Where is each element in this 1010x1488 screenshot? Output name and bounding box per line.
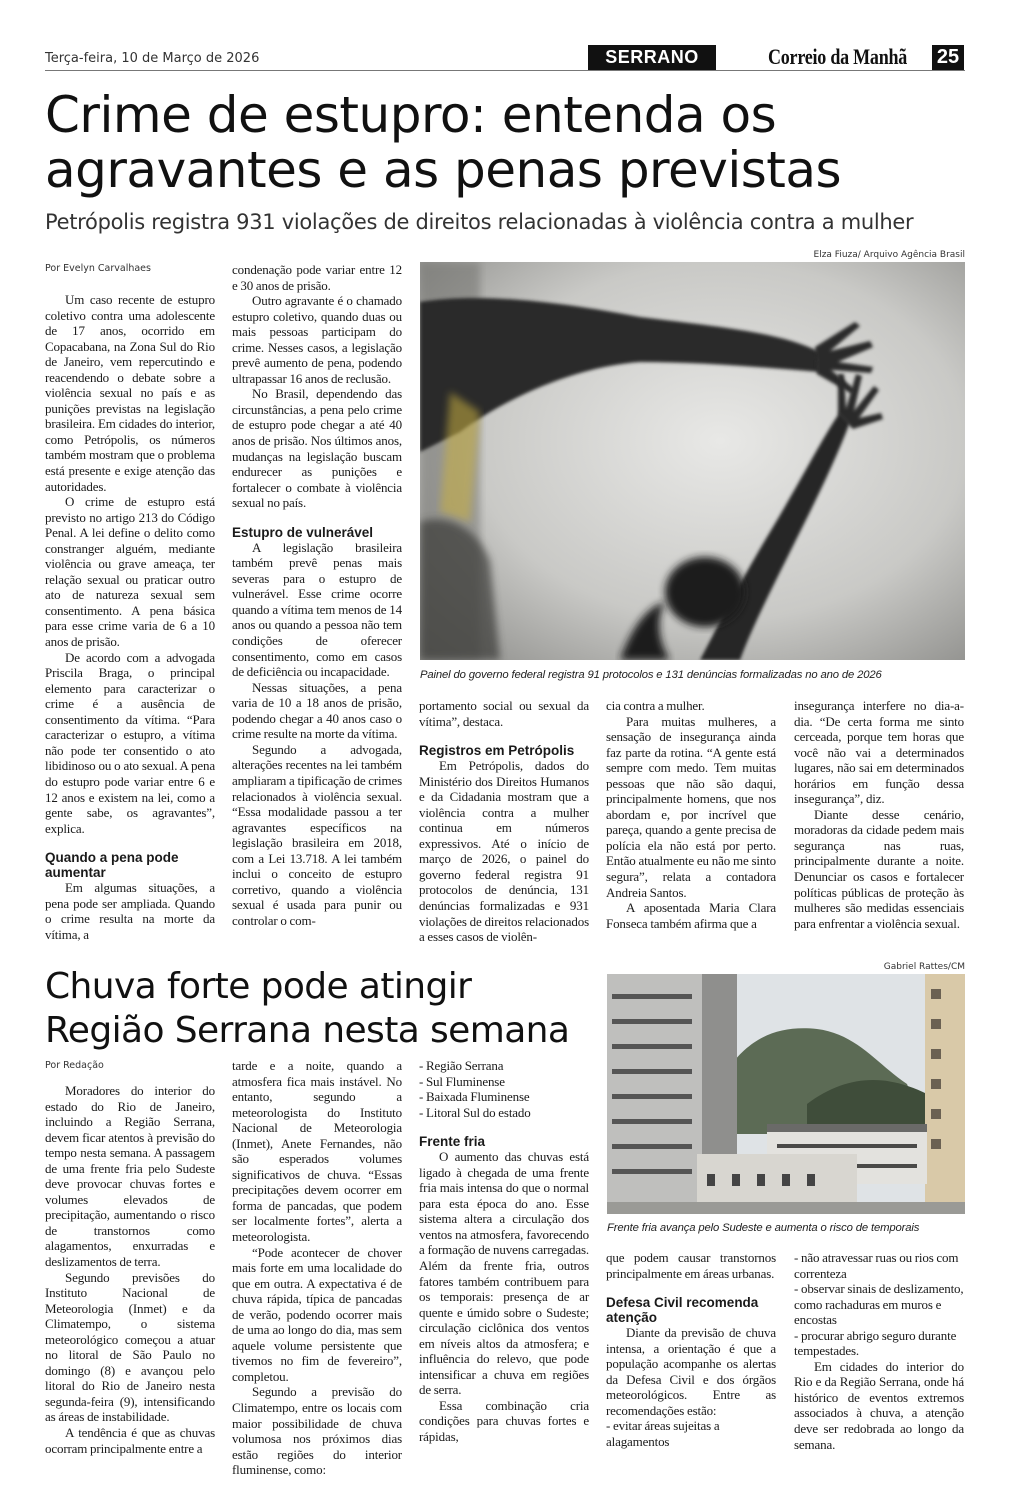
article1-column-4: [606, 698, 776, 931]
article1-photo: [420, 262, 965, 660]
header-rule: [45, 70, 965, 71]
paragraph: Segundo a advogada, alterações recentes na lei também ampliaram a tipificação de crimes relacionados à violência sexual. “Essa modalidade passou a ter agravantes específicos na legislação brasileira em 2018, com a Lei 13.718. A lei também inclui o conceito de estupro corretivo, quando a violência sexual é usada para punir ou controlar o com-: [232, 741, 402, 928]
article2-byline: Por Redação: [45, 1060, 104, 1071]
paragraph: tarde e a noite, quando a atmosfera fica mais instável. No entanto, segundo a meteorologista do Instituto Nacional de Meteorologia (Inmet), Anete Fernandes, não são esperados volumes significativos de chuva. “Essas precipitações devem ocorrer em forma de pancadas, que podem ser localmente fortes”, alerta a meteorologista.: [232, 1058, 402, 1245]
paragraph: condenação pode variar entre 12 e 30 anos de prisão.: [232, 262, 402, 293]
list-item: - Região Serrana: [419, 1058, 504, 1073]
article2-column-1: [45, 1083, 215, 1456]
article1-caption: Painel do governo federal registra 91 protocolos e 131 denúncias formalizadas no ano de 2026: [420, 669, 882, 681]
city-hill-photo: [607, 974, 965, 1214]
paragraph: Segundo previsões do Instituto Nacional de Meteorologia (Inmet) e da Climatempo, o sistema meteorológico começou a atuar no litoral de São Paulo no domingo (8) e avançou pelo litoral do Rio de Janeiro nesta segunda-feira (9), intensificando as áreas de instabilidade.: [45, 1269, 215, 1425]
newspaper-logo: Correio da Manhã: [768, 44, 908, 69]
paragraph: A legislação brasileira também prevê penas mais severas para o estupro de vulnerável. Esse crime ocorre quando a vítima tem menos de 14 anos ou quando a pessoa não tem condições de oferecer consentimento, como em casos de deficiência ou incapacidade.: [232, 539, 402, 680]
paragraph: A aposentada Maria Clara Fonseca também afirma que a: [606, 900, 776, 931]
paragraph: que podem causar transtornos principalmente em áreas urbanas.: [606, 1250, 776, 1281]
article2-column-2: [232, 1058, 402, 1478]
paragraph: De acordo com a advogada Priscila Braga, o principal elemento para caracterizar o crime é a ausência de consentimento da vítima. “Para caracterizar o estupro, a vítima não pode ter consentido o ato libidinoso ou o ato sexual. A pena do estupro pode variar entre 6 e 12 anos e existem na lei, como a gente sabe, os agravantes”, explica.: [45, 649, 215, 836]
subheading: Registros em Petrópolis: [419, 743, 575, 759]
article1-column-1: [45, 292, 215, 942]
silhouette-photo: [420, 262, 965, 660]
paragraph: Nessas situações, a pena varia de 10 a 18 anos de prisão, podendo chegar a 40 anos caso o crime resulte na morte da vítima.: [232, 679, 402, 742]
article1-column-5: [794, 698, 964, 931]
subheading: Defesa Civil recomenda atenção: [606, 1295, 759, 1326]
list-item: - evitar áreas sujeitas a alagamentos: [606, 1418, 720, 1449]
page-number: 25: [932, 45, 964, 70]
paragraph: Essa combinação cria condições para chuvas fortes e rápidas,: [419, 1397, 589, 1445]
article1-photo-credit: Elza Fiuza/ Arquivo Agência Brasil: [813, 250, 965, 260]
headline-line: agravantes e as penas previstas: [45, 141, 842, 199]
paragraph: Diante da previsão de chuva intensa, a orientação é que a população acompanhe os alertas da Defesa Civil e dos órgãos meteorológicos. Entre as recomendações estão:: [606, 1325, 776, 1418]
article2-column-3: [419, 1058, 589, 1445]
article1-column-2: [232, 262, 402, 928]
paragraph: Outro agravante é o chamado estupro coletivo, quando duas ou mais pessoas participam do crime. Nesses casos, a legislação prevê aumento de pena, podendo ultrapassar 16 anos de reclusão.: [232, 293, 402, 386]
subheading: Frente fria: [419, 1134, 486, 1150]
headline-line: Crime de estupro: entenda os: [45, 86, 777, 144]
paragraph: Em cidades do interior do Rio e da Região Serrana, onde há histórico de eventos extremos associados à chuva, a atenção deve ser redobrada ao longo da semana.: [794, 1358, 964, 1452]
article2-column-4: [606, 1250, 776, 1449]
section-label: SERRANO: [588, 45, 716, 70]
paragraph: No Brasil, dependendo das circunstâncias, a pena pelo crime de estupro pode chegar a até 40 anos de prisão. Nos últimos anos, mudanças na legislação buscam endurecer as punições e fortalecer o combate à violência sexual no país.: [232, 386, 402, 511]
paragraph: insegurança interfere no dia-a-dia. “De certa forma me sinto cerceada, porque tem horas que você não vai a determinados lugares, não sai em determinados horários em função dessa insegurança”, diz.: [794, 698, 964, 807]
list-item: - Sul Fluminense: [419, 1073, 505, 1089]
headline-line: Região Serrana nesta semana: [45, 1010, 570, 1051]
article1-column-3: [419, 698, 589, 945]
paragraph: Em Petrópolis, dados do Ministério dos Direitos Humanos e da Cidadania mostram que a violência contra a mulher continua em números expressivos. Até o início de março de 2026, o painel do governo federal registra 91 protocolos de denúncia, 131 denúncias formalizadas e 931 violações de direitos relacionados a esses casos de violên-: [419, 758, 589, 945]
paragraph: O crime de estupro está previsto no artigo 213 do Código Penal. A lei define o delito como constranger alguém, mediante violência ou grave ameaça, ter relação sexual ou praticar outro ato de natureza sexual sem consentimento. A pena básica para esse crime varia de 6 a 10 anos de prisão.: [45, 494, 215, 650]
issue-date: Terça-feira, 10 de Março de 2026: [45, 51, 260, 66]
list-item: - observar sinais de deslizamento, como rachaduras em muros e encostas: [794, 1281, 964, 1328]
paragraph: Segundo a previsão do Climatempo, entre os locais com maior possibilidade de chuva volumosa nos próximos dias estão regiões do interior fluminense, como:: [232, 1384, 402, 1478]
article2-headline: [45, 965, 569, 1053]
article1-headline: [45, 88, 841, 198]
article2-photo-credit: Gabriel Rattes/CM: [883, 962, 965, 972]
paragraph: Para muitas mulheres, a sensação de insegurança ainda faz parte da rotina. “A gente está sempre com medo. Tem muitas pessoas que não são daqui, principalmente homens, que nos abordam e, por incrível que pareça, quando a gente precisa de polícia ela não está por perto. Então atualmente eu não me sinto segura”, relata a contadora Andreia Santos.: [606, 713, 776, 900]
paragraph: O aumento das chuvas está ligado à chegada de uma frente fria mais intensa do que o normal para esta época do ano. Esse sistema altera a circulação dos ventos na atmosfera, favorecendo a formação de nuvens carregadas. Além da frente fria, outros fatores também contribuem para os temporais: presença de ar quente e úmido sobre o Sudeste; circulação ciclônica dos ventos em níveis altos da atmosfera; e influência do relevo, que pode intensificar a chuva em regiões de serra.: [419, 1149, 589, 1398]
list-item: - Baixada Fluminense: [419, 1089, 530, 1105]
article2-photo: [607, 974, 965, 1214]
article2-column-5: [794, 1250, 964, 1452]
paragraph: portamento social ou sexual da vítima”, destaca.: [419, 698, 589, 729]
paragraph: Diante desse cenário, moradoras da cidade pedem mais segurança nas ruas, principalmente durante a noite. Denunciar os casos e fortalecer políticas públicas de proteção às mulheres são medidas essenciais para enfrentar a violência sexual.: [794, 806, 964, 931]
list-item: - não atravessar ruas ou rios com correnteza: [794, 1250, 959, 1281]
article2-caption: Frente fria avança pelo Sudeste e aumenta o risco de temporais: [607, 1222, 920, 1234]
paragraph: cia contra a mulher.: [606, 698, 705, 713]
paragraph: A tendência é que as chuvas ocorram principalmente entre a: [45, 1425, 215, 1456]
headline-line: Chuva forte pode atingir: [45, 966, 472, 1007]
paragraph: Moradores do interior do estado do Rio de Janeiro, incluindo a Região Serrana, devem ficar atentos à previsão do tempo nesta semana. A passagem de uma frente fria pelo Sudeste deve provocar chuvas fortes e volumes elevados de precipitação, aumentando o risco de transtornos como alagamentos, enxurradas e deslizamentos de terra.: [45, 1083, 215, 1270]
article1-byline: Por Evelyn Carvalhaes: [45, 263, 151, 274]
list-item: - procurar abrigo seguro durante tempestades.: [794, 1327, 957, 1359]
subheading: Estupro de vulnerável: [232, 524, 374, 540]
paragraph: Um caso recente de estupro coletivo contra uma adolescente de 17 anos, ocorrido em Copacabana, na Zona Sul do Rio de Janeiro, vem repercutindo e reacendendo o debate sobre a violência sexual no país e as punições previstas na legislação brasileira. Em cidades do interior, como Petrópolis, os números também mostram que o problema está presente e exige atenção das autoridades.: [45, 292, 215, 494]
list-item: - Litoral Sul do estado: [419, 1104, 531, 1120]
paragraph: Em algumas situações, a pena pode ser ampliada. Quando o crime resulta na morte da vítima, a: [45, 880, 215, 942]
paragraph: “Pode acontecer de chover mais forte em uma localidade do que em outra. A expectativa é de chuva rápida, típica de pancadas de verão, podendo ocorrer mais de uma ao longo do dia, mas sem aquele volume persistente que tivemos no fim de fevereiro”, completou.: [232, 1244, 402, 1384]
article1-subtitle: Petrópolis registra 931 violações de direitos relacionadas à violência contra a mulher: [45, 210, 914, 234]
subheading: Quando a pena pode aumentar: [45, 850, 179, 881]
